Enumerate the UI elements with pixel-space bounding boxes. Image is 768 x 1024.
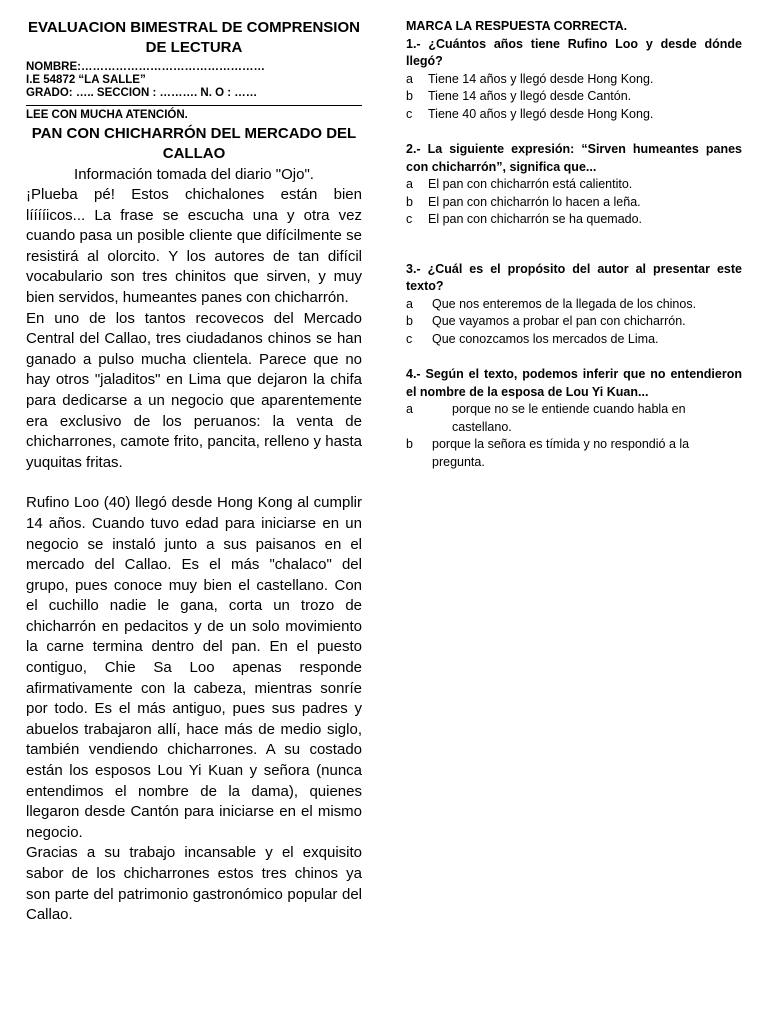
option-text: El pan con chicharrón lo hacen a leña. xyxy=(428,194,641,209)
instruction: LEE CON MUCHA ATENCIÓN. xyxy=(26,109,188,121)
answer-option[interactable] xyxy=(406,211,742,229)
question-title: 3.- ¿Cuál es el propósito del autor al presentar este texto? xyxy=(406,261,742,293)
option-letter: a xyxy=(406,177,413,191)
questions-heading: MARCA LA RESPUESTA CORRECTA. xyxy=(406,19,628,33)
answer-option[interactable] xyxy=(406,296,742,314)
option-text: Que conozcamos los mercados de Lima. xyxy=(432,331,659,346)
option-letter: a xyxy=(406,71,413,86)
option-text: El pan con chicharrón está calientito. xyxy=(428,177,633,191)
option-text: porque la señora es tímida y no respondió a la pregunta. xyxy=(432,437,690,469)
option-text: porque no se le entiende cuando habla en castellano. xyxy=(452,402,686,434)
story-paragraph: ¡Plueba pé! Estos chichalones están bien lííííicos... La frase se escucha una y otra vez cuando pasa un posible cliente que difícilmente se resistirá al olorcito. Y los autores de tan difícil vocabulario son tres chinitos que sirven, y muy bien servidos, humeantes panes con chicharrón. xyxy=(26,186,362,306)
question-2 xyxy=(406,141,742,229)
option-letter: a xyxy=(406,402,413,416)
question-4 xyxy=(406,366,742,471)
page-title: EVALUACION BIMESTRAL DE COMPRENSION DE LECTURA xyxy=(28,19,360,56)
answer-option[interactable] xyxy=(406,176,742,194)
option-letter: c xyxy=(406,212,413,226)
answer-option[interactable] xyxy=(406,436,742,471)
option-letter: a xyxy=(406,296,413,311)
option-text: Tiene 14 años y llegó desde Cantón. xyxy=(428,89,632,103)
school-field: I.E 54872 “LA SALLE” xyxy=(26,74,146,86)
option-letter: b xyxy=(406,194,413,209)
story-source: Información tomada del diario "Ojo". xyxy=(74,166,314,183)
option-text: Que nos enteremos de la llegada de los chinos. xyxy=(432,296,697,311)
option-text: El pan con chicharrón se ha quemado. xyxy=(428,212,643,226)
option-letter: c xyxy=(406,331,413,346)
question-1 xyxy=(406,36,742,124)
option-letter: b xyxy=(406,314,413,328)
question-title: 1.- ¿Cuántos años tiene Rufino Loo y desde dónde llegó? xyxy=(406,36,742,68)
story-title: PAN CON CHICHARRÓN DEL MERCADO DEL CALLAO xyxy=(31,125,357,162)
student-info xyxy=(26,61,362,102)
story-paragraph: En uno de los tantos recovecos del Mercado Central del Callao, tres ciudadanos chinos se han ganado a pulso mucha clientela. Parece que no hay otros "jaladitos" en Lima que dejaron la chifa para dedicarse a un negocio que aparentemente era exclusivo de los peruanos: la venta de chicharrones, camote frito, pancita, relleno y hasta yuquitas fritas. xyxy=(26,309,362,471)
option-letter: b xyxy=(406,89,413,103)
paragraph-gap xyxy=(26,473,362,493)
answer-option[interactable] xyxy=(406,331,742,349)
divider xyxy=(26,105,362,106)
grade-section-field: GRADO: ….. SECCION : ………. N. O : …… xyxy=(26,87,258,99)
answer-option[interactable] xyxy=(406,194,742,212)
option-letter: b xyxy=(406,437,413,451)
option-text: Tiene 14 años y llegó desde Hong Kong. xyxy=(428,71,654,86)
option-text: Que vayamos a probar el pan con chicharrón. xyxy=(432,314,686,328)
option-letter: c xyxy=(406,106,413,121)
student-name-field: NOMBRE:………………………………………… xyxy=(26,61,265,73)
answer-option[interactable] xyxy=(406,401,742,436)
answer-option[interactable] xyxy=(406,313,742,331)
story-paragraph: Rufino Loo (40) llegó desde Hong Kong al cumplir 14 años. Cuando tuvo edad para iniciarse en un negocio se instaló junto a sus paisanos en el mercado del Callao. Es el más "chalaco" del grupo, pues conoce muy bien el castellano. Con el cuchillo nadie le gana, corta un trozo de chicharrón en pedacitos y de un solo movimiento la carne termina dentro del pan. En el puesto contiguo, Chie Sa Loo apenas responde afirmativamente con la cabeza, mientras sonríe por todo. Es el más antiguo, pues sus padres y abuelos trabajaron allí, hace más de medio siglo, también vendiendo chicharrones. A su costado están los esposos Lou Yi Kuan y señora (nunca entendimos el nombre de la dama), quienes llegaron desde Cantón para iniciarse en el mismo negocio. xyxy=(26,494,362,841)
question-title: 4.- Según el texto, podemos inferir que no entendieron el nombre de la esposa de Lou Yi Kuan... xyxy=(406,367,742,399)
story-paragraph: Gracias a su trabajo incansable y el exquisito sabor de los chicharrones estos tres chinos ya son parte del patrimonio gastronómico popular del Callao. xyxy=(26,844,362,924)
reading-column xyxy=(26,18,362,926)
answer-option[interactable] xyxy=(406,88,742,106)
answer-option[interactable] xyxy=(406,106,742,124)
question-3 xyxy=(406,261,742,349)
questions-column xyxy=(406,18,742,489)
answer-option[interactable] xyxy=(406,71,742,89)
question-title: 2.- La siguiente expresión: “Sirven humeantes panes con chicharrón”, significa que... xyxy=(406,142,742,174)
option-text: Tiene 40 años y llegó desde Hong Kong. xyxy=(428,106,654,121)
